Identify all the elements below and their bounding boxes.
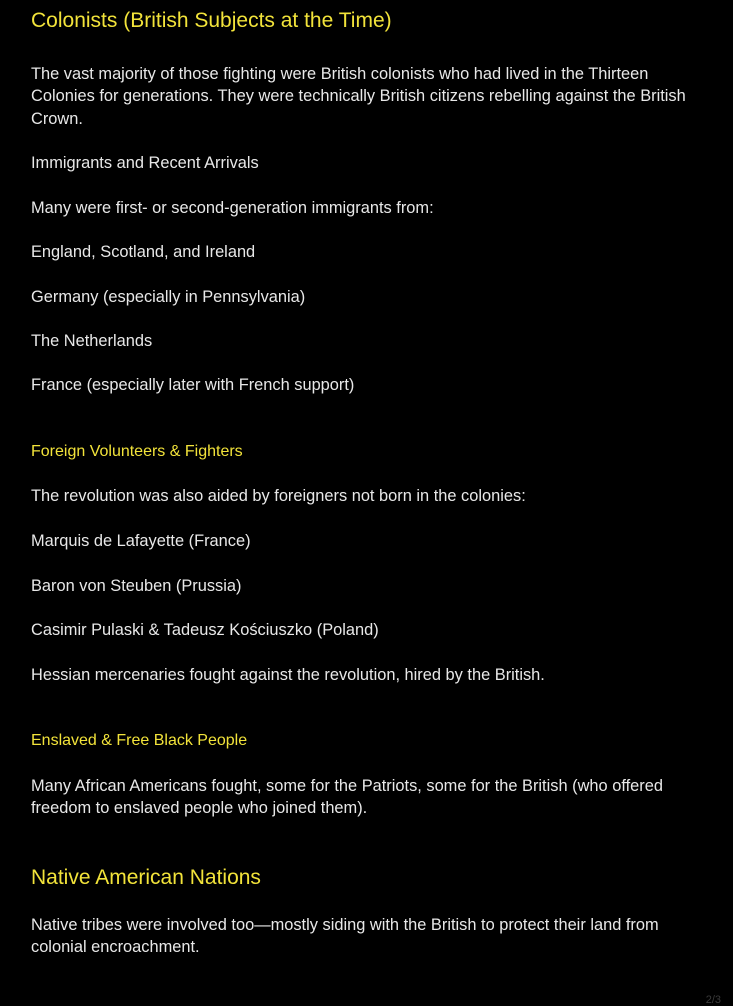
section-heading-foreign-volunteers: Foreign Volunteers & Fighters: [31, 443, 243, 460]
foreign-volunteer-item: Marquis de Lafayette (France): [31, 532, 251, 550]
immigrant-origin-item: France (especially later with French support): [31, 376, 355, 394]
page-indicator: 2/3: [705, 994, 721, 1006]
immigrants-subheading: Immigrants and Recent Arrivals: [31, 154, 259, 172]
immigrants-lead-paragraph: Many were first- or second-generation immigrants from:: [31, 199, 434, 217]
native-nations-paragraph: Native tribes were involved too—mostly siding with the British to protect their land from colonial encroachment.: [31, 916, 659, 957]
section-heading-native-nations: Native American Nations: [31, 866, 261, 889]
immigrant-origin-item: The Netherlands: [31, 332, 153, 350]
foreign-volunteer-item: Baron von Steuben (Prussia): [31, 577, 242, 595]
hessian-note-paragraph: Hessian mercenaries fought against the revolution, hired by the British.: [31, 666, 545, 684]
foreign-lead-paragraph: The revolution was also aided by foreigners not born in the colonies:: [31, 487, 526, 505]
foreign-volunteer-item: Casimir Pulaski & Tadeusz Kościuszko (Poland): [31, 621, 379, 639]
immigrant-origin-item: Germany (especially in Pennsylvania): [31, 288, 306, 306]
immigrant-origin-item: England, Scotland, and Ireland: [31, 243, 256, 261]
section-heading-black-people: Enslaved & Free Black People: [31, 732, 248, 749]
black-people-paragraph: Many African Americans fought, some for the Patriots, some for the British (who offered freedom to enslaved people who joined them).: [31, 777, 663, 818]
colonists-intro-paragraph: The vast majority of those fighting were British colonists who had lived in the Thirteen Colonies for generations. They were technically British citizens rebelling against the British Crown.: [31, 65, 686, 128]
section-heading-colonists: Colonists (British Subjects at the Time): [31, 9, 392, 32]
